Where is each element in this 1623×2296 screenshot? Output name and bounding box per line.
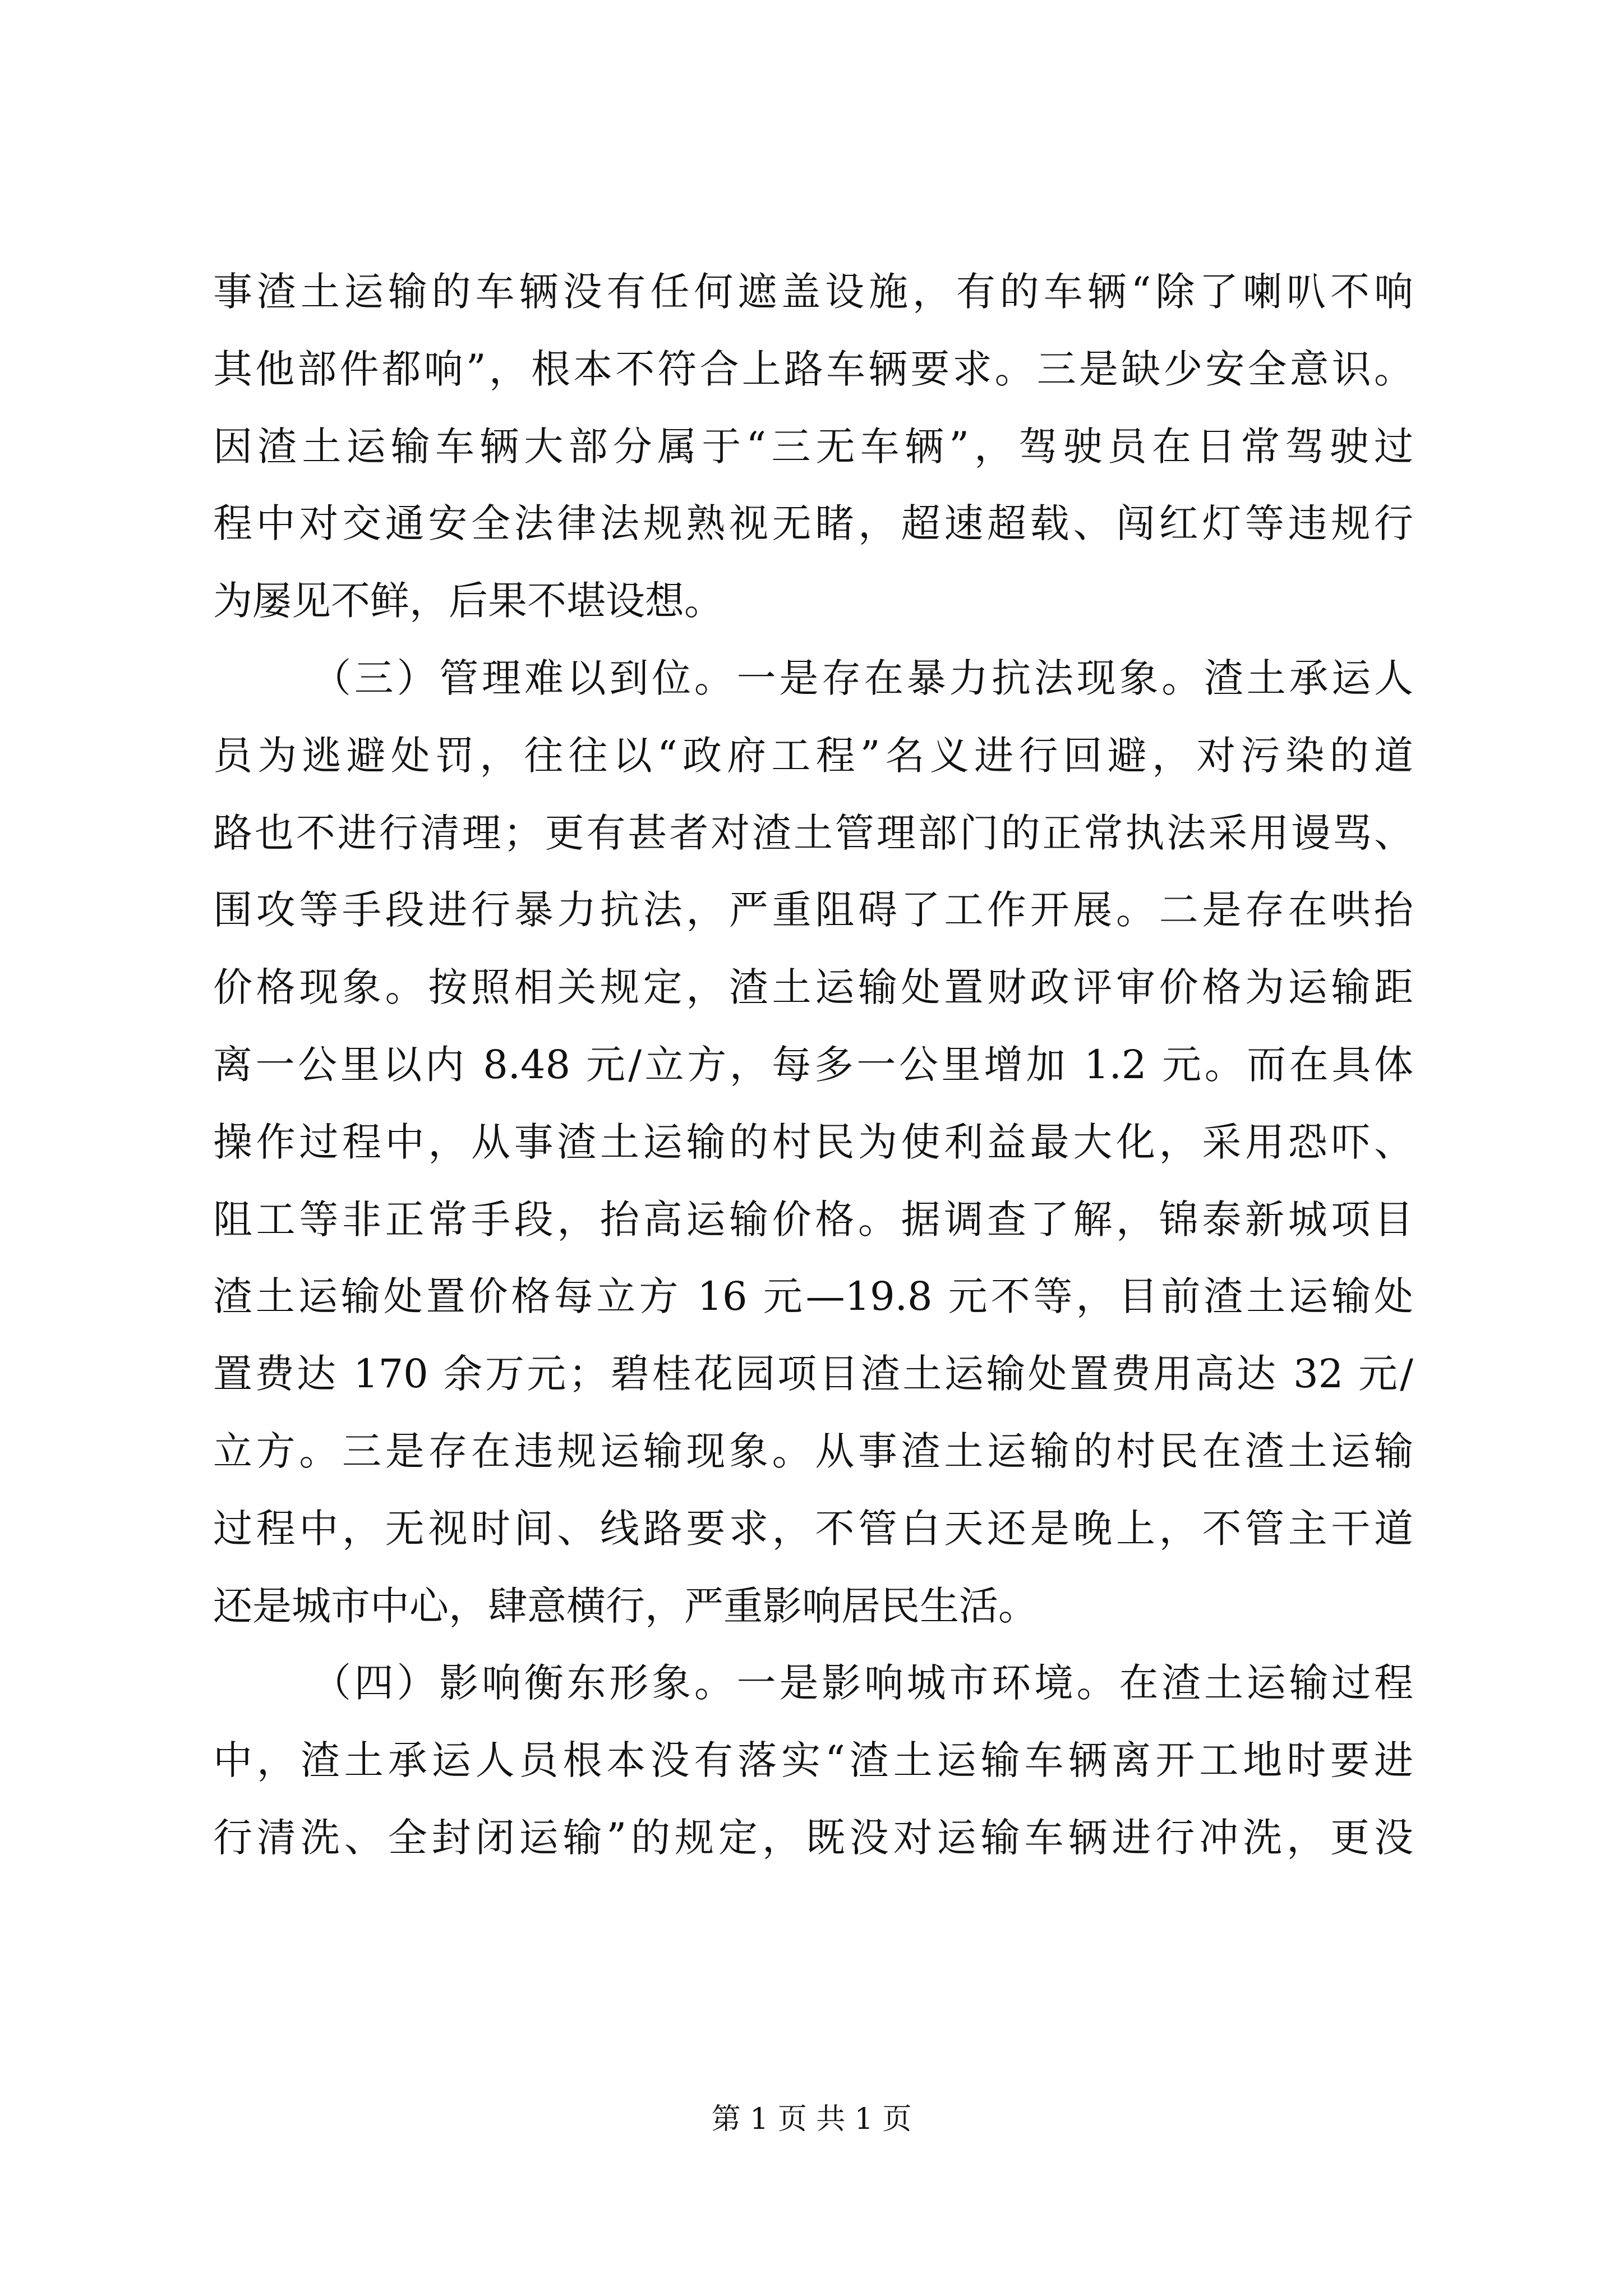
text-line: 员为逃避处罚，往往以“政府工程”名义进行回避，对污染的道 bbox=[213, 732, 1413, 779]
text-line: 置费达 170 余万元；碧桂花园项目渣土运输处置费用高达 32 元/ bbox=[213, 1351, 1413, 1397]
text-line: 因渣土运输车辆大部分属于“三无车辆”，驾驶员在日常驾驶过 bbox=[213, 423, 1413, 470]
text-line: 事渣土运输的车辆没有任何遮盖设施，有的车辆“除了喇叭不响 bbox=[213, 269, 1413, 315]
text-line: 立方。三是存在违规运输现象。从事渣土运输的村民在渣土运输 bbox=[213, 1428, 1413, 1474]
text-line: 围攻等手段进行暴力抗法，严重阻碍了工作开展。二是存在哄抬 bbox=[213, 887, 1413, 933]
text-line: （三）管理难以到位。一是存在暴力抗法现象。渣土承运人 bbox=[312, 655, 1413, 701]
text-line: 为屡见不鲜，后果不堪设想。 bbox=[213, 578, 723, 624]
text-line: 还是城市中心，肆意横行，严重影响居民生活。 bbox=[213, 1582, 1038, 1629]
body-text bbox=[213, 254, 1413, 1877]
text-line: 行清洗、全封闭运输”的规定，既没对运输车辆进行冲洗，更没 bbox=[213, 1814, 1413, 1861]
text-line: （四）影响衡东形象。一是影响城市环境。在渣土运输过程 bbox=[312, 1660, 1413, 1706]
text-line: 程中对交通安全法律法规熟视无睹，超速超载、闯红灯等违规行 bbox=[213, 500, 1413, 547]
text-line: 操作过程中，从事渣土运输的村民为使利益最大化，采用恐吓、 bbox=[213, 1119, 1413, 1165]
text-line: 渣土运输处置价格每立方 16 元—19.8 元不等，目前渣土运输处 bbox=[213, 1273, 1413, 1320]
text-line: 其他部件都响”，根本不符合上路车辆要求。三是缺少安全意识。 bbox=[213, 346, 1413, 392]
text-line: 价格现象。按照相关规定，渣土运输处置财政评审价格为运输距 bbox=[213, 964, 1413, 1011]
text-line: 中，渣土承运人员根本没有落实“渣土运输车辆离开工地时要进 bbox=[213, 1737, 1413, 1784]
text-line: 过程中，无视时间、线路要求，不管白天还是晚上，不管主干道 bbox=[213, 1505, 1413, 1552]
page-number-label: 第 1 页 共 1 页 bbox=[711, 2102, 912, 2136]
text-line: 路也不进行清理；更有甚者对渣土管理部门的正常执法采用谩骂、 bbox=[213, 809, 1413, 856]
text-line: 离一公里以内 8.48 元/立方，每多一公里增加 1.2 元。而在具体 bbox=[213, 1041, 1413, 1088]
text-line: 阻工等非正常手段，抬高运输价格。据调查了解，锦泰新城项目 bbox=[213, 1196, 1413, 1243]
page-footer bbox=[0, 2097, 1623, 2142]
